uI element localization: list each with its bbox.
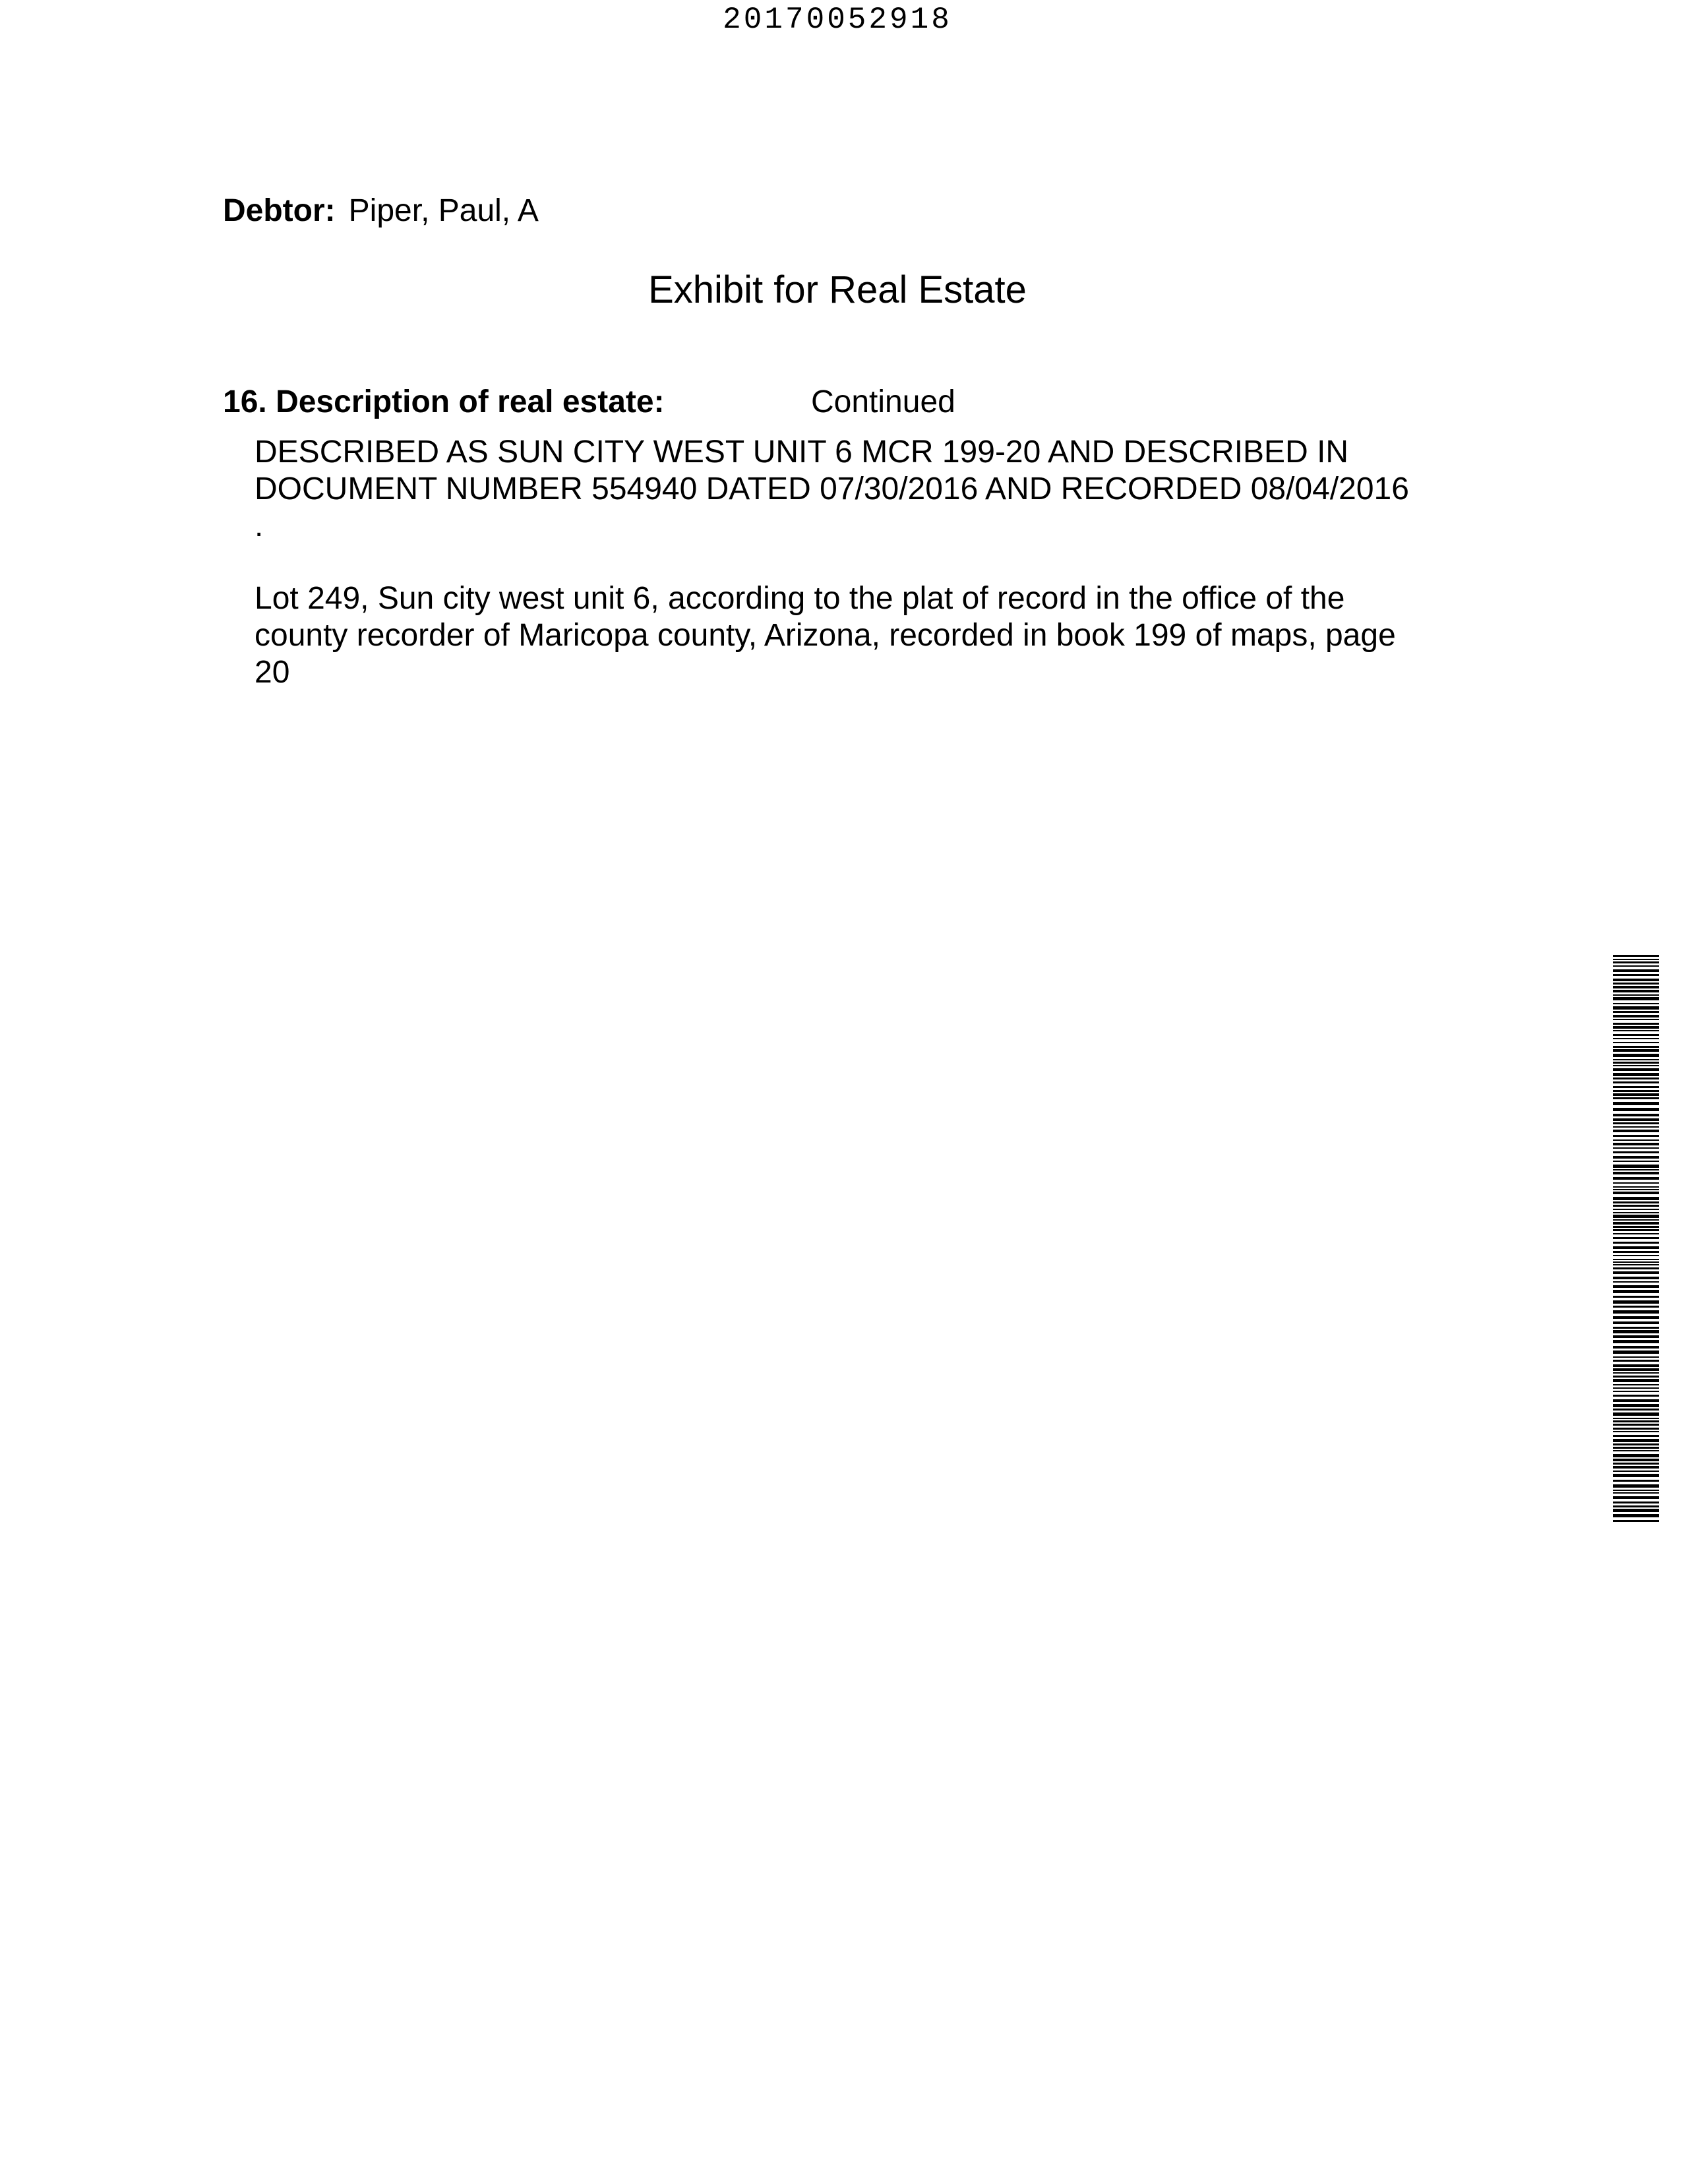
section-heading xyxy=(223,382,955,422)
debtor-name: Piper, Paul, A xyxy=(348,193,539,228)
document-number: 20170052918 xyxy=(723,3,952,37)
lot-description-paragraph: Lot 249, Sun city west unit 6, according to the plat of record in the office of the county recorder of Maricopa county, Arizona, recorded in book 199 of maps, page 20 xyxy=(255,581,1396,690)
legal-description-paragraph: DESCRIBED AS SUN CITY WEST UNIT 6 MCR 199-20 AND DESCRIBED IN DOCUMENT NUMBER 554940 DATED 07/30/2016 AND RECORDED 08/04/2016 . xyxy=(255,435,1409,543)
barcode-icon xyxy=(1613,955,1659,1525)
debtor-label: Debtor: xyxy=(223,193,336,228)
section-label: 16. Description of real estate: xyxy=(223,384,665,419)
debtor-line xyxy=(223,191,539,231)
section-status: Continued xyxy=(811,384,955,419)
exhibit-title: Exhibit for Real Estate xyxy=(648,268,1027,311)
